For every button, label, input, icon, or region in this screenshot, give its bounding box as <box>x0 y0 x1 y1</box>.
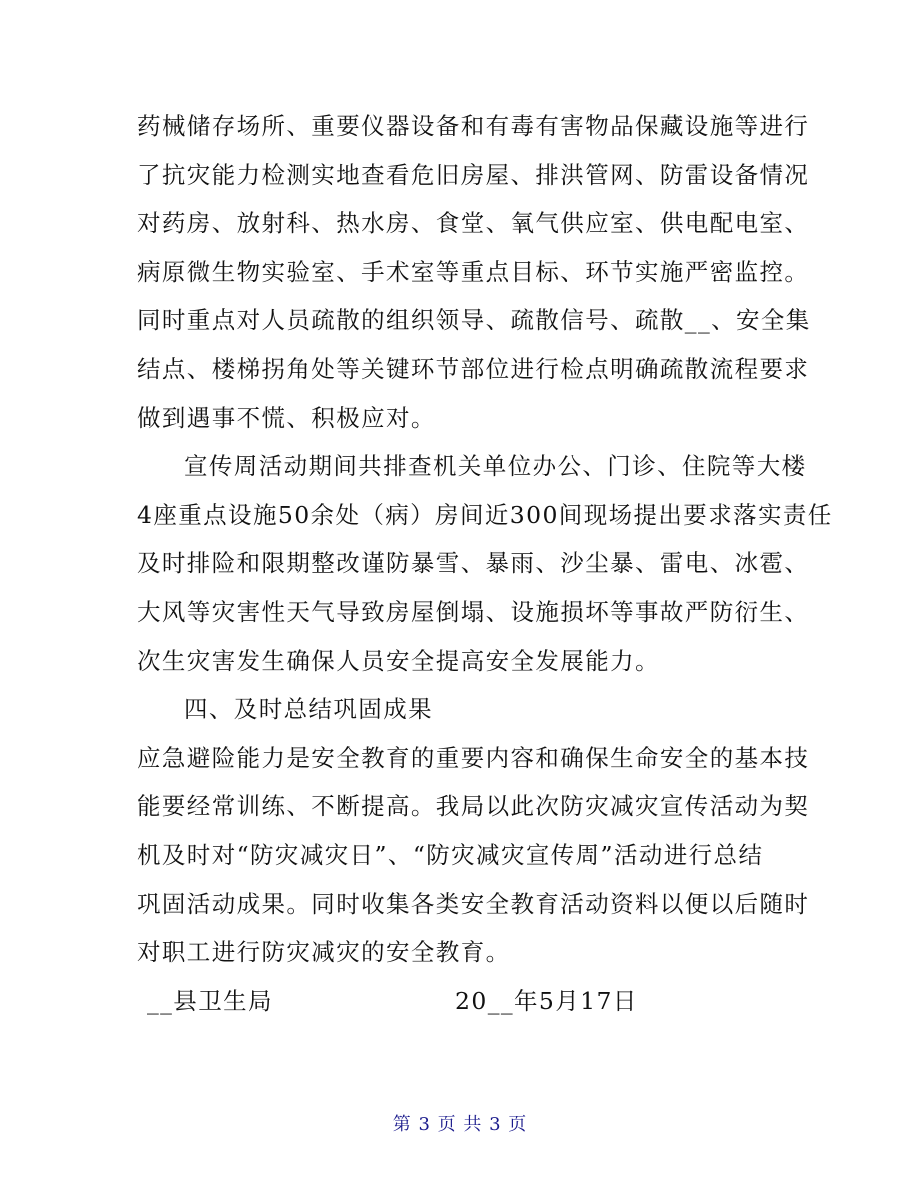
signature-block <box>137 977 787 1026</box>
section-heading: 四、及时总结巩固成果 <box>184 695 433 724</box>
page-indicator: 第 3 页 共 3 页 <box>392 1114 528 1135</box>
signature-date: 20__年5月17日 <box>455 986 638 1015</box>
text-line: 了抗灾能力检测实地查看危旧房屋、排洪管网、防雷设备情况 <box>137 160 810 189</box>
document-body <box>137 102 833 1025</box>
text-line: 大风等灾害性天气导致房屋倒塌、设施损坏等事故严防衍生、 <box>137 597 810 626</box>
signature-organization: __县卫生局 <box>147 986 273 1015</box>
text-line: 宣传周活动期间共排查机关单位办公、门诊、住院等大楼 <box>184 452 807 481</box>
text-line: 机及时对“防灾减灾日”、“防灾减灾宣传周”活动进行总结 <box>137 840 764 869</box>
text-line: 同时重点对人员疏散的组织领导、疏散信号、疏散__、安全集 <box>137 306 811 335</box>
text-line: 应急避险能力是安全教育的重要内容和确保生命安全的基本技 <box>137 743 810 772</box>
text-line: 药械储存场所、重要仪器设备和有毒有害物品保藏设施等进行 <box>137 112 810 140</box>
text-line: 能要经常训练、不断提高。我局以此次防灾减灾宣传活动为契 <box>137 792 810 821</box>
paragraph-3 <box>137 734 810 977</box>
text-line: 及时排险和限期整改谨防暴雪、暴雨、沙尘暴、雷电、冰雹、 <box>137 549 810 578</box>
text-line: 对药房、放射科、热水房、食堂、氧气供应室、供电配电室、 <box>137 209 810 238</box>
paragraph-1 <box>137 102 811 442</box>
text-line: 做到遇事不慌、积极应对。 <box>137 403 436 432</box>
text-line: 次生灾害发生确保人员安全提高安全发展能力。 <box>137 646 660 675</box>
text-line: 巩固活动成果。同时收集各类安全教育活动资料以便以后随时 <box>137 889 810 918</box>
text-line: 对职工进行防灾减灾的安全教育。 <box>137 938 511 967</box>
paragraph-2 <box>137 442 833 685</box>
text-line: 4座重点设施50余处（病）房间近300间现场提出要求落实责任 <box>137 500 833 529</box>
text-line: 病原微生物实验室、手术室等重点目标、环节实施严密监控。 <box>137 257 810 286</box>
text-line: 结点、楼梯拐角处等关键环节部位进行检点明确疏散流程要求 <box>137 354 810 383</box>
